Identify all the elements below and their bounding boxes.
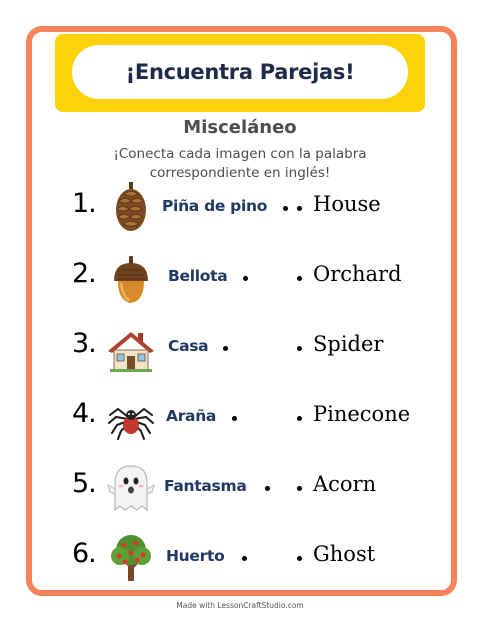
right-dot[interactable] (297, 556, 302, 561)
match-row (0, 458, 480, 518)
left-dot[interactable] (283, 206, 288, 211)
item-number: 3. (72, 328, 96, 359)
house-picture (106, 321, 156, 373)
match-row (0, 528, 480, 588)
match-row (0, 178, 480, 238)
left-dot[interactable] (232, 416, 237, 421)
right-dot[interactable] (297, 416, 302, 421)
match-row (0, 248, 480, 308)
item-number: 1. (72, 188, 96, 219)
match-row (0, 318, 480, 378)
spanish-word: Piña de pino (162, 197, 268, 215)
acorn-picture (106, 251, 156, 303)
orchard-tree-picture (106, 531, 156, 583)
english-word: Orchard (313, 262, 402, 286)
spanish-word: Fantasma (164, 477, 247, 495)
english-word: Ghost (313, 542, 376, 566)
english-word: House (313, 192, 381, 216)
worksheet-instructions: ¡Conecta cada imagen con la palabra correspondiente en inglés! (113, 146, 367, 181)
right-dot[interactable] (297, 206, 302, 211)
left-dot[interactable] (242, 556, 247, 561)
item-number: 6. (72, 538, 96, 569)
item-number: 4. (72, 398, 96, 429)
english-word: Spider (313, 332, 384, 356)
spanish-word: Bellota (168, 267, 228, 285)
right-dot[interactable] (297, 276, 302, 281)
english-word: Acorn (313, 472, 377, 496)
english-word: Pinecone (313, 402, 411, 426)
worksheet-subtitle: Misceláneo (183, 117, 297, 138)
left-dot[interactable] (223, 346, 228, 351)
left-dot[interactable] (243, 276, 248, 281)
title-pill (72, 45, 408, 99)
item-number: 5. (72, 468, 96, 499)
pinecone-picture (106, 181, 156, 233)
spanish-word: Huerto (166, 547, 225, 565)
right-dot[interactable] (297, 486, 302, 491)
footer-credit: Made with LessonCraftStudio.com (176, 601, 304, 610)
spider-picture (106, 391, 156, 443)
left-dot[interactable] (265, 486, 270, 491)
spanish-word: Araña (166, 407, 217, 425)
spanish-word: Casa (168, 337, 209, 355)
item-number: 2. (72, 258, 96, 289)
right-dot[interactable] (297, 346, 302, 351)
match-row (0, 388, 480, 448)
worksheet-title: ¡Encuentra Parejas! (125, 60, 355, 84)
ghost-picture (106, 461, 156, 513)
